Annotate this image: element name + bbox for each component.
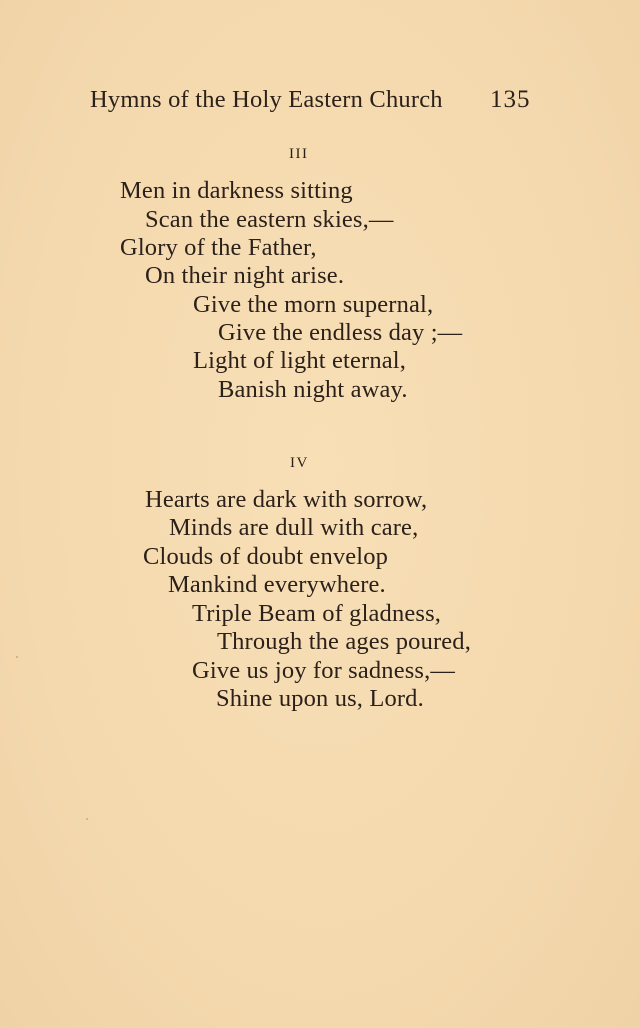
stanza-numeral: III (289, 146, 309, 162)
stanza-line: Through the ages poured, (217, 628, 471, 655)
stanza-line: Mankind everywhere. (168, 571, 386, 598)
page-number: 135 (490, 86, 531, 113)
stanza-line: Give the morn supernal, (193, 291, 434, 318)
stanza-line: Clouds of doubt envelop (143, 543, 389, 570)
stanza-line: Glory of the Father, (120, 234, 317, 261)
stanza-line: Triple Beam of gladness, (192, 600, 442, 627)
stanza-numeral: IV (290, 455, 309, 471)
stanza-line: On their night arise. (145, 262, 345, 289)
stanza-line: Men in darkness sitting (120, 177, 353, 204)
stanza-line: Banish night away. (218, 376, 408, 403)
stanza-line: Scan the eastern skies,— (145, 206, 394, 233)
running-head-title: Hymns of the Holy Eastern Church (90, 86, 443, 113)
paper-speck (16, 656, 18, 658)
stanza-line: Give us joy for sadness,— (192, 657, 456, 684)
paper-speck (86, 818, 88, 820)
stanza-line: Light of light eternal, (193, 347, 407, 374)
stanza-line: Minds are dull with care, (169, 514, 419, 541)
stanza-line: Give the endless day ;— (218, 319, 463, 346)
stanza-line: Shine upon us, Lord. (216, 685, 424, 712)
stanza-line: Hearts are dark with sorrow, (145, 486, 428, 513)
